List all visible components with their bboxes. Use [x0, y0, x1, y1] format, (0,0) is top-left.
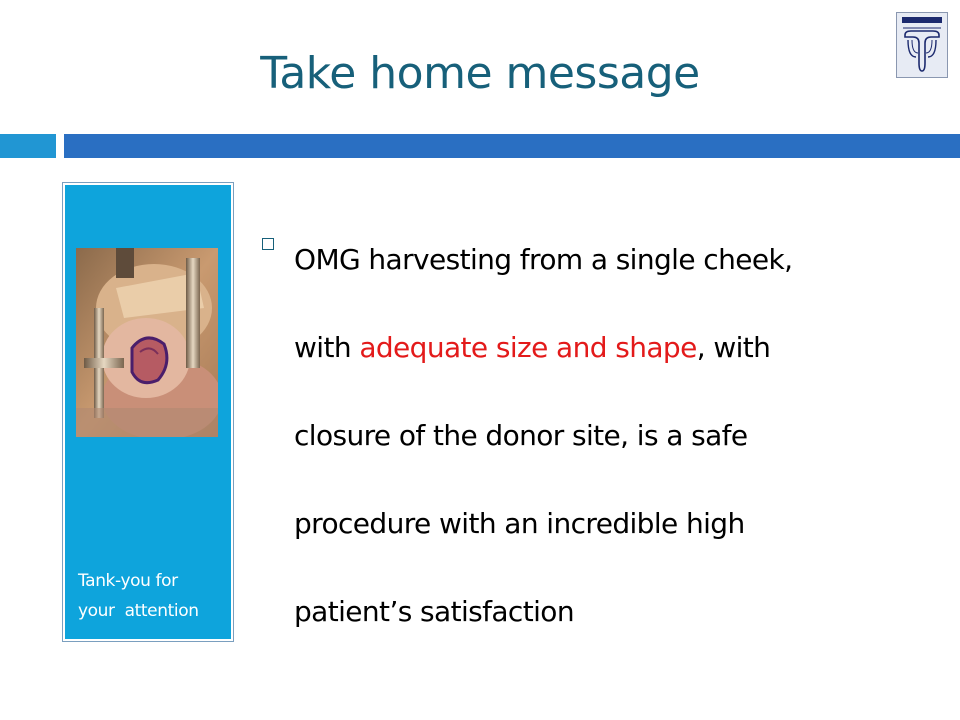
- side-panel: [62, 182, 234, 642]
- bullet-line-1: OMG harvesting from a single cheek,: [294, 243, 793, 276]
- thank-you-note: [78, 566, 228, 626]
- take-home-bullet: [294, 216, 934, 656]
- thank-you-line-1: Tank-you for: [78, 571, 178, 591]
- line-2-end: , with: [696, 331, 771, 364]
- line-2-start: with: [294, 331, 360, 364]
- slide-title: Take home message: [260, 48, 700, 99]
- title-accent-bar: [64, 134, 960, 158]
- bullet-line-3: closure of the donor site, is a safe: [294, 419, 748, 452]
- bullet-line-5: patient’s satisfaction: [294, 595, 574, 628]
- thank-you-line-2: your attention: [78, 601, 199, 621]
- institution-logo-icon: [896, 12, 948, 78]
- highlighted-phrase: adequate size and shape: [359, 331, 697, 364]
- title-accent-bar-small: [0, 134, 56, 158]
- square-bullet-icon: [262, 238, 274, 250]
- bullet-line-2: [294, 304, 934, 392]
- bullet-line-4: procedure with an incredible high: [294, 507, 745, 540]
- surgery-photo: [76, 248, 218, 437]
- side-panel-fill: [65, 185, 231, 639]
